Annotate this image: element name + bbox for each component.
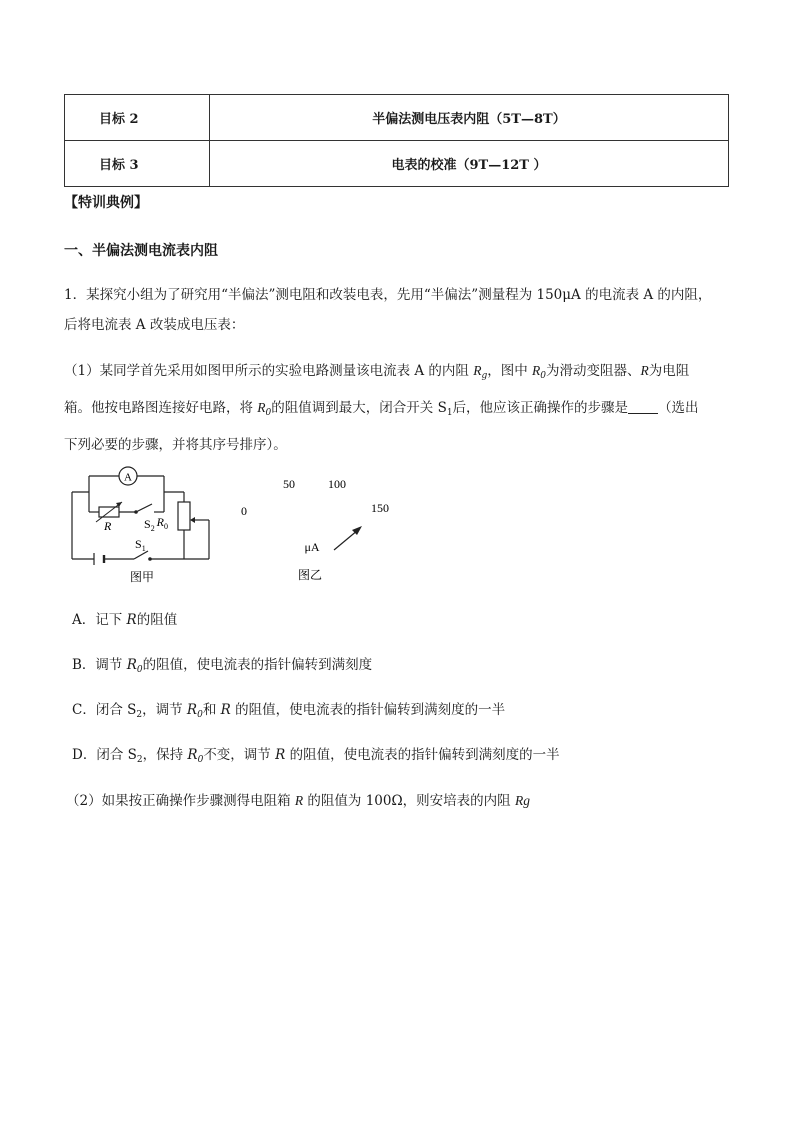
text-run: 为电阻 <box>648 363 690 379</box>
text-run: （1）某同学首先采用如图甲所示的实验电路测量该电流表 A 的内阻 <box>64 363 474 379</box>
subscript: g <box>481 371 488 381</box>
symbol-R: R <box>186 702 198 718</box>
intro-line-2: 后将电流表 A 改装成电压表： <box>64 317 245 333</box>
goal-table <box>64 94 729 187</box>
goal-content: 电表的校准（9T—12T ） <box>210 141 729 187</box>
option-b <box>72 655 372 680</box>
subscript: 2 <box>136 755 143 765</box>
symbol-R: R <box>640 363 649 378</box>
label-S2: $S_2$ <box>144 517 155 533</box>
goal-label: 目标 2 <box>65 95 210 141</box>
rheostat-icon <box>178 502 190 530</box>
symbol-R: R <box>532 363 541 378</box>
part1-line-1 <box>64 355 734 392</box>
text-run: ，调节 <box>142 702 187 718</box>
text-run: 的阻值为 100Ω，则安培表的内阻 <box>303 793 515 809</box>
pointer-icon <box>334 530 358 550</box>
option-d <box>72 745 560 770</box>
symbol-R: R <box>126 612 137 628</box>
figure-caption-yi: 图乙 <box>297 568 323 582</box>
symbol-R: R <box>187 747 198 763</box>
text-run: 闭合 S <box>96 747 137 763</box>
text-run: 的阻值，使电流表的指针偏转到满刻度的一半 <box>230 702 506 718</box>
meter-dial-diagram <box>232 470 402 588</box>
text-run: ，图中 <box>487 363 533 379</box>
subscript: 0 <box>197 755 204 765</box>
text-run: （选出 <box>658 400 699 416</box>
label-R: R <box>104 519 112 533</box>
intro-line-1: 1．某探究小组为了研究用“半偏法”测电阻和改装电表，先用“半偏法”测量程为 150μA 的电流表 A 的内阻， <box>64 287 712 303</box>
part2-text <box>66 786 736 816</box>
subscript: 0 <box>540 371 547 381</box>
text-run: 的阻值，使电流表的指针偏转到满刻度 <box>142 657 373 673</box>
subscript: 1 <box>446 408 453 418</box>
answer-blank[interactable] <box>628 399 658 414</box>
text-run: 为滑动变阻器、 <box>546 363 641 379</box>
part1-line-3: 下列必要的步骤，并将其序号排序）。 <box>64 437 287 453</box>
figure-caption-jia: 图甲 <box>129 570 155 584</box>
ammeter-label: A <box>124 471 132 484</box>
text-run: ，保持 <box>142 747 188 763</box>
tick-label-50: 50 <box>283 477 295 491</box>
text-run: 记下 <box>95 612 127 628</box>
subscript: 0 <box>265 408 272 418</box>
table-row <box>65 95 729 141</box>
text-run: 后，他应该正确操作的步骤是 <box>452 400 629 416</box>
unit-label: μA <box>304 540 320 554</box>
problem-intro <box>64 280 734 340</box>
text-run: 调节 <box>95 657 127 673</box>
option-c <box>72 700 505 725</box>
subscript: 2 <box>136 710 143 720</box>
switch-contact-icon <box>148 557 152 561</box>
table-row <box>65 141 729 187</box>
symbol-R: R <box>275 747 286 763</box>
text-run: （2）如果按正确操作步骤测得电阻箱 <box>66 793 295 809</box>
goal-content: 半偏法测电压表内阻（5T—8T） <box>210 95 729 141</box>
part1-line-2 <box>64 392 734 429</box>
symbol-R: R <box>257 400 266 415</box>
subscript: 0 <box>197 710 203 720</box>
tick-label-100: 100 <box>328 477 346 491</box>
switch-s2-icon <box>136 504 152 512</box>
tick-label-150: 150 <box>371 501 389 515</box>
circuit-diagram <box>64 462 224 587</box>
text-run: 和 <box>202 702 221 718</box>
part1-text <box>64 355 734 461</box>
option-letter: C． <box>72 702 96 718</box>
text-run: 不变，调节 <box>203 747 276 763</box>
text-run: 闭合 S <box>95 702 137 718</box>
text-run: 的阻值，使电流表的指针偏转到满刻度的一半 <box>285 747 560 763</box>
symbol-R: R <box>294 793 304 808</box>
symbol-R: R <box>473 363 482 378</box>
option-letter: A． <box>72 612 96 628</box>
section-title: 【特训典例】 <box>64 195 148 211</box>
label-S1: $S_1$ <box>135 537 146 553</box>
symbol-Rg: Rg <box>514 793 530 808</box>
subsection-title: 一、半偏法测电流表内阻 <box>64 243 218 259</box>
text-run: 的阻值调到最大，闭合开关 S <box>271 400 447 416</box>
option-letter: D． <box>72 747 97 763</box>
text-run: 箱。他按电路图连接好电路，将 <box>64 400 258 416</box>
option-letter: B． <box>72 657 96 673</box>
subscript: 0 <box>136 665 143 675</box>
goal-label: 目标 3 <box>65 141 210 187</box>
tick-label-0: 0 <box>241 504 247 518</box>
symbol-R: R <box>220 702 231 718</box>
text-run: 的阻值 <box>136 612 178 628</box>
label-R0: $R_0$ <box>156 515 168 531</box>
option-a <box>72 610 177 630</box>
symbol-R: R <box>126 657 137 673</box>
